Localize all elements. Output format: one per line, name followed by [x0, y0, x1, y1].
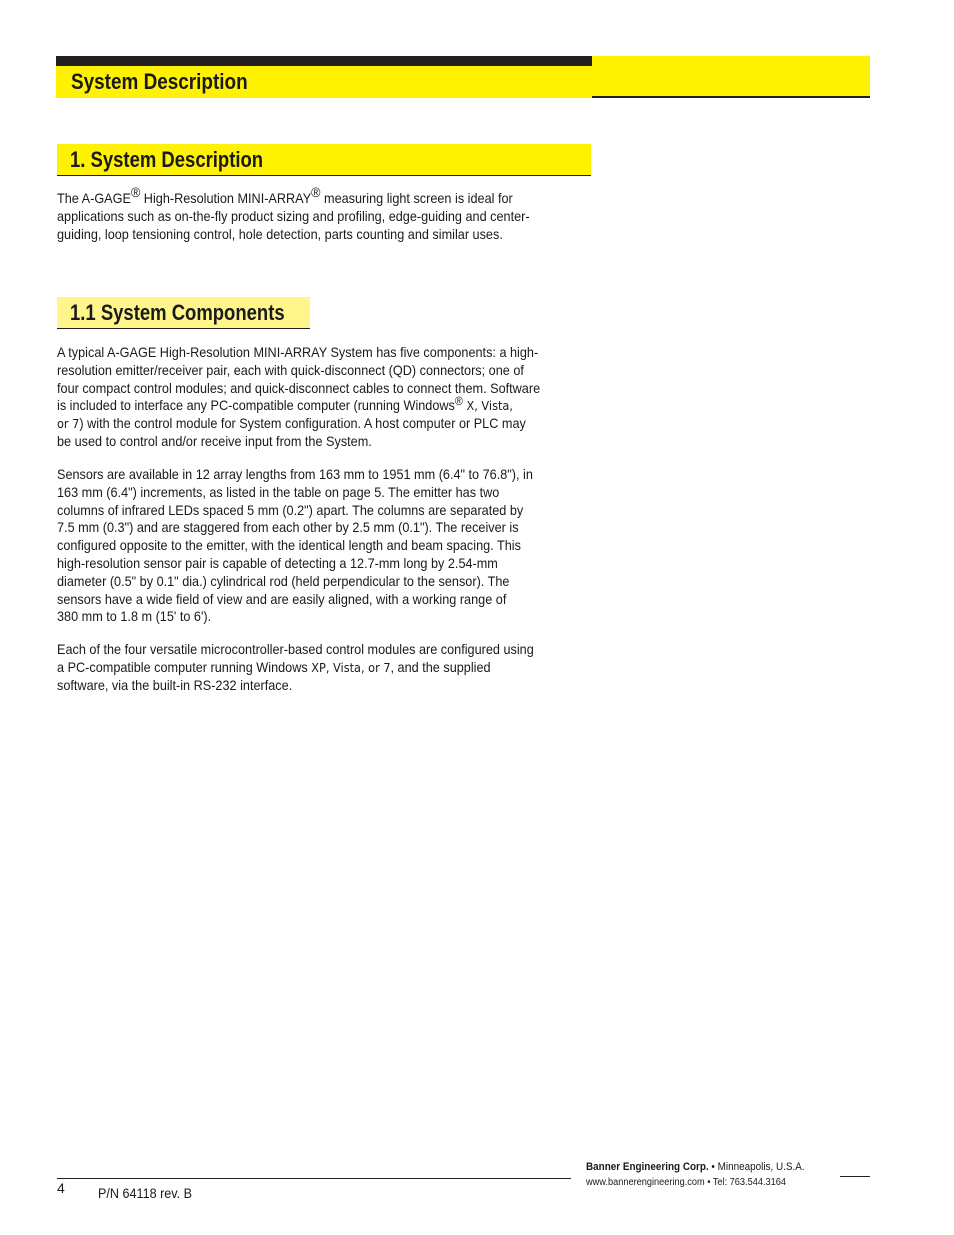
components-paragraph: A typical A-GAGE High-Resolution MINI-ARRAY System has five components: a high- resolution emitter/receiver pair, each with quick-disconnect (QD) connectors; one of four compact control modules; and quick-disconnect cables to connect them. Software is included to interface any PC-compatible computer (running Windows® X, Vista, or 7) with the control module for System configuration. A host computer or PLC may be used to control and/or receive input from the System.	[57, 344, 541, 449]
subsection-heading: 1.1 System Components	[70, 300, 285, 325]
section-heading: 1. System Description	[70, 147, 264, 172]
footer-rule	[57, 1178, 571, 1179]
header-rule	[592, 96, 870, 98]
intro-paragraph: The A-GAGE® High-Resolution MINI-ARRAY® measuring light screen is ideal for applications such as on-the-fly product sizing and profiling, edge-guiding and center- guiding, loop tensioning control, hole detection, parts counting and similar uses.	[57, 184, 530, 242]
header-dark-bar	[56, 56, 592, 66]
footer-company: Banner Engineering Corp. • Minneapolis, U.S.A.	[586, 1161, 805, 1173]
footer-contact: www.bannerengineering.com • Tel: 763.544.3164	[586, 1177, 786, 1188]
subsection-heading-bar	[57, 297, 310, 329]
sensors-paragraph: Sensors are available in 12 array lengths from 163 mm to 1951 mm (6.4" to 76.8"), in 163 mm (6.4") increments, as listed in the table on page 5. The emitter has two columns of infrared LEDs spaced 5 mm (0.2") apart. The columns are separated by 7.5 mm (0.3") and are staggered from each other by 2.5 mm (0.1"). The receiver is configured opposite to the emitter, with the identical length and beam spacing. This high-resolution sensor pair is capable of detecting a 12.7-mm long by 2.54-mm diameter (0.5" by 0.1" dia.) cylindrical rod (held perpendicular to the sensor). The sensors have a wide field of view and are easily aligned, with a working range of 380 mm to 1.8 m (15' to 6').	[57, 466, 533, 625]
part-number: P/N 64118 rev. B	[98, 1185, 193, 1201]
page-title: System Description	[71, 69, 248, 94]
footer-rule-short	[840, 1176, 870, 1177]
section-heading-bar	[57, 144, 591, 176]
header-yellow-block	[592, 56, 870, 96]
page-number: 4	[57, 1180, 65, 1196]
control-modules-paragraph: Each of the four versatile microcontroller-based control modules are configured using a PC-compatible computer running Windows XP, Vista, or 7, and the supplied software, via the built-in RS-232 interface.	[57, 641, 534, 693]
